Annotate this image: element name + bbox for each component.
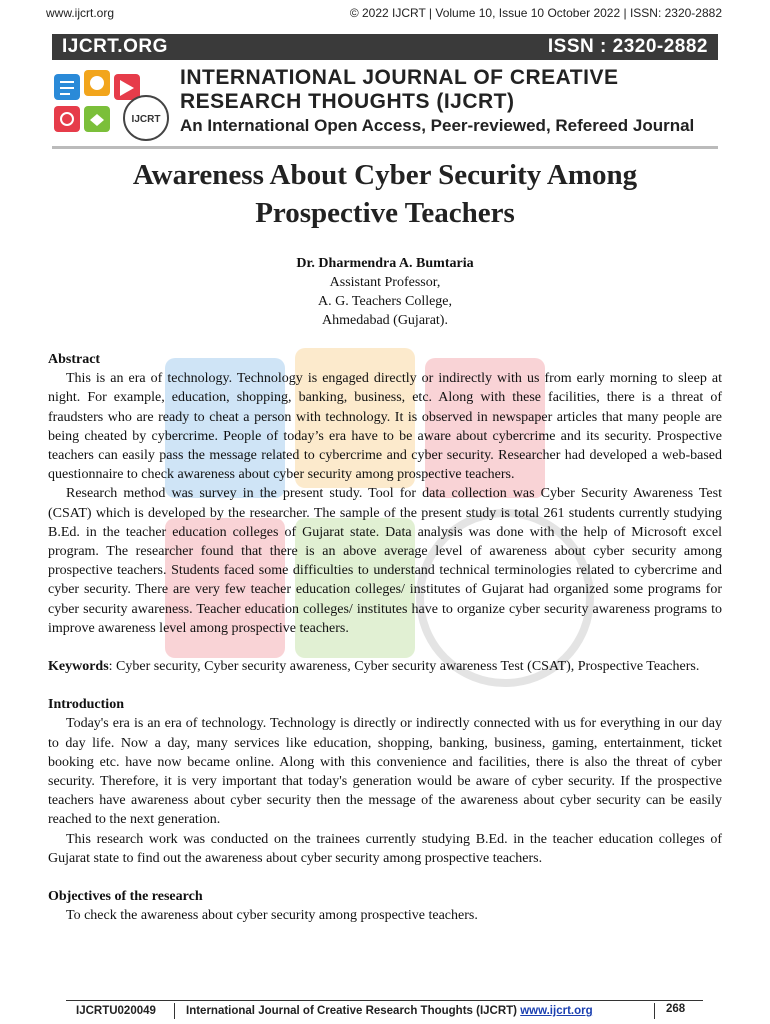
author-block: [185, 254, 585, 330]
page-number: 268: [666, 1003, 686, 1015]
abstract-paragraph-2: Research method was survey in the present study. Tool for data collection was Cyber Security Awareness Test (CSAT) which is developed by the researcher. The sample of the present study is total 261 students currently studying B.Ed. in the teacher education colleges of Gujarat state. Data analysis was done with the help of Microsoft excel program. The researcher found that there is an above average level of awareness about cyber security among prospective teachers. Students faced some difficulties to understand technical terminologies related to cybercrime and cyber security. There are very few teacher education colleges/ institutes of Gujarat had organized some programs for cyber security awareness. Teacher education colleges/ institutes have to organize cyber security awareness programs to improve awareness level among prospective teachers.: [48, 486, 722, 636]
keywords-label: Keywords: [48, 659, 109, 675]
paper-body: [48, 350, 722, 925]
abstract-heading: Abstract: [48, 352, 101, 367]
author-college: A. G. Teachers College,: [317, 294, 453, 309]
header-divider: [52, 146, 718, 149]
objectives-paragraph-1: To check the awareness about cyber security among prospective teachers.: [66, 908, 478, 924]
abstract-paragraph-1: This is an era of technology. Technology is engaged directly or indirectly with us from early morning to sleep at night. For example, education, shopping, banking, business, etc. Along with these facilities, there is a threat of fraudsters who are ready to cheat a person with technology. It is observed in newspaper articles that many people are being cheated by cybercrime. People of today’s era have to be aware about cybercrime and its security. Prospective teachers can easily pass the message related to cybercrime and cyber security. Researcher had developed a web-based questionnaire to check awareness about cyber security among prospective teachers.: [48, 371, 722, 483]
journal-banner: [52, 34, 718, 60]
introduction-heading: Introduction: [48, 697, 124, 713]
journal-title: [180, 66, 720, 138]
banner-issn: ISSN : 2320-2882: [547, 36, 708, 57]
header-website[interactable]: www.ijcrt.org: [46, 6, 115, 20]
objectives-heading: Objectives of the research: [48, 889, 203, 905]
footer-journal-name: International Journal of Creative Research Thoughts (IJCRT): [186, 1005, 521, 1017]
footer-separator: [174, 1003, 175, 1019]
footer-paper-code: IJCRTU020049: [76, 1005, 156, 1017]
footer-link[interactable]: www.ijcrt.org: [520, 1005, 593, 1017]
footer-separator-2: [654, 1003, 655, 1019]
keywords-text: : Cyber security, Cyber security awareness, Cyber security awareness Test (CSAT), Prospective Teachers.: [108, 659, 700, 675]
author-position: Assistant Professor,: [329, 275, 441, 290]
keywords: [48, 657, 722, 676]
header-citation: © 2022 IJCRT | Volume 10, Issue 10 October 2022 | ISSN: 2320-2882: [349, 6, 722, 20]
introduction-paragraph-1: Today's era is an era of technology. Technology is directly or indirectly connected with us for everything in our day to day life. Now a day, many services like education, shopping, banking, business, gaming, entertainment, ticket booking etc. have now became online. Along with this convenience and facilities, there is also the threat of cyber security. Therefore, it is very important that today's generation would be aware of cyber security. If the prospective teachers have awareness about cyber security then the message of the awareness about cyber security can be easily reached to the next generation.: [48, 716, 722, 828]
journal-title-line1: INTERNATIONAL JOURNAL OF CREATIVE: [180, 66, 619, 89]
introduction-paragraph-2: This research work was conducted on the trainees currently studying B.Ed. in the teacher education colleges of Gujarat state to find out the awareness about cyber security among prospective teachers.: [48, 831, 722, 866]
footer-journal: [186, 1005, 593, 1017]
logo-seal-text: IJCRT: [131, 114, 161, 125]
journal-tagline: An International Open Access, Peer-reviewed, Refereed Journal: [180, 116, 695, 135]
author-name: Dr. Dharmendra A. Bumtaria: [296, 256, 474, 271]
journal-logo-icon: [50, 64, 174, 146]
banner-site: IJCRT.ORG: [62, 36, 168, 57]
logo-tile-red-2: [54, 106, 80, 132]
paper-title: Awareness About Cyber Security Among Prospective Teachers: [132, 159, 638, 229]
journal-title-line2: RESEARCH THOUGHTS (IJCRT): [180, 90, 515, 113]
running-header: [46, 6, 722, 22]
page-footer: [66, 1000, 703, 1023]
author-place: Ahmedabad (Gujarat).: [322, 313, 448, 328]
